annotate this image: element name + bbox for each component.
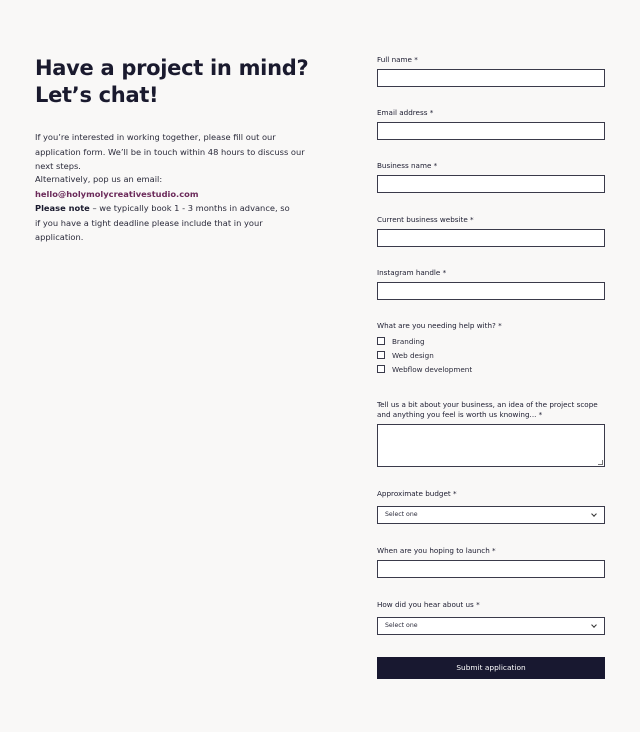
- launch-label: When are you hoping to launch *: [377, 546, 496, 555]
- help-option-webflow[interactable]: [377, 364, 472, 374]
- email-link[interactable]: hello@holymolycreativestudio.com: [35, 188, 199, 199]
- about-business-textarea[interactable]: [377, 424, 605, 467]
- business-name-label: Business name *: [377, 161, 438, 170]
- launch-field[interactable]: [377, 560, 605, 578]
- web-design-checkbox[interactable]: [377, 351, 385, 359]
- webflow-development-label: Webflow development: [392, 364, 473, 374]
- webflow-development-checkbox[interactable]: [377, 365, 385, 373]
- chevron-down-icon: [591, 511, 597, 517]
- instagram-field[interactable]: [377, 282, 605, 300]
- intro-paragraph: If you’re interested in working together, please fill out our application form. We’ll be in touch within 48 hours to discuss our next steps.: [35, 132, 305, 171]
- full-name-field[interactable]: [377, 69, 605, 87]
- full-name-label: Full name *: [377, 55, 418, 64]
- resize-grip-icon[interactable]: [598, 460, 603, 465]
- booking-note: [35, 201, 297, 245]
- budget-select[interactable]: [377, 506, 605, 524]
- website-field[interactable]: [377, 229, 605, 247]
- about-business-label: Tell us a bit about your business, an idea of the project scope and anything you feel is worth us knowing... *: [377, 400, 598, 419]
- website-label: Current business website *: [377, 215, 474, 224]
- business-name-field[interactable]: [377, 175, 605, 193]
- heard-about-select[interactable]: [377, 617, 605, 635]
- web-design-label: Web design: [392, 350, 434, 360]
- email-prefix: Alternatively, pop us an email:: [35, 174, 163, 184]
- chevron-down-icon: [591, 622, 597, 628]
- help-option-branding[interactable]: [377, 336, 425, 346]
- page-title: Have a project in mind? Let’s chat!: [35, 56, 309, 107]
- branding-label: Branding: [392, 336, 425, 346]
- branding-checkbox[interactable]: [377, 337, 385, 345]
- heard-selected-value: Select one: [385, 622, 418, 629]
- budget-selected-value: Select one: [385, 511, 418, 518]
- note-text: – we typically book 1 - 3 months in advance, so if you have a tight deadline please include that in your application.: [35, 203, 290, 242]
- heard-about-label: How did you hear about us *: [377, 600, 480, 609]
- note-label: Please note: [35, 203, 90, 213]
- submit-application-button[interactable]: Submit application: [377, 657, 605, 679]
- intro-section: [35, 55, 315, 242]
- email-paragraph: [35, 172, 315, 201]
- email-label: Email address *: [377, 108, 434, 117]
- budget-label: Approximate budget *: [377, 489, 457, 498]
- instagram-label: Instagram handle *: [377, 268, 447, 277]
- help-needed-label: What are you needing help with? *: [377, 321, 502, 330]
- help-option-web-design[interactable]: [377, 350, 434, 360]
- email-field[interactable]: [377, 122, 605, 140]
